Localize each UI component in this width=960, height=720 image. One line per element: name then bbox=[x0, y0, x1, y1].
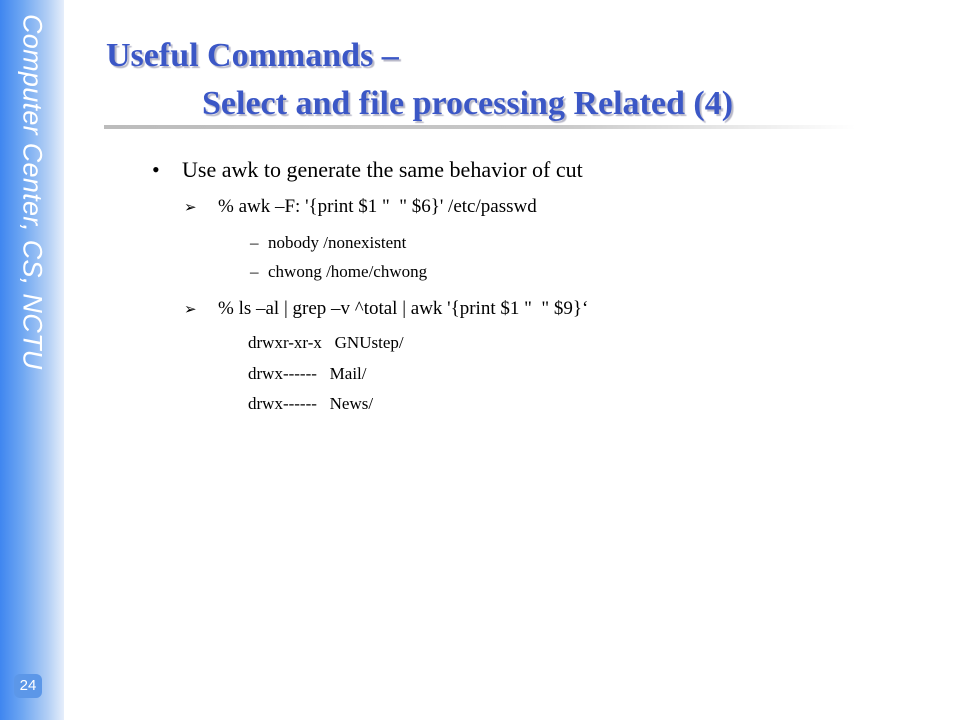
page-number-badge: 24 bbox=[14, 674, 42, 698]
dash-bullet-icon: – bbox=[250, 262, 259, 281]
slide-title bbox=[106, 32, 866, 128]
bullet-dot-icon: • bbox=[152, 157, 160, 182]
sidebar-label: Computer Center, CS, NCTU bbox=[17, 14, 48, 370]
arrow-bullet-icon: ➢ bbox=[184, 300, 197, 318]
sidebar bbox=[0, 0, 64, 720]
title-underline bbox=[104, 125, 856, 129]
output-line: drwx------ Mail/ bbox=[248, 364, 367, 383]
title-line-1: Useful Commands – bbox=[106, 37, 399, 74]
output-line: nobody /nonexistent bbox=[268, 233, 407, 252]
title-line-2: Select and file processing Related (4) bbox=[202, 85, 734, 122]
arrow-bullet-icon: ➢ bbox=[184, 198, 197, 216]
bullet-text: Use awk to generate the same behavior of cut bbox=[182, 157, 583, 182]
output-line: drwxr-xr-x GNUstep/ bbox=[248, 333, 404, 352]
output-line: chwong /home/chwong bbox=[268, 262, 428, 281]
command-ls-awk: % ls –al | grep –v ^total | awk '{print $1 " " $9}‘ bbox=[218, 298, 589, 319]
dash-bullet-icon: – bbox=[250, 233, 259, 252]
command-awk: % awk –F: '{print $1 " " $6}' /etc/passwd bbox=[218, 196, 537, 217]
output-line: drwx------ News/ bbox=[248, 394, 374, 413]
